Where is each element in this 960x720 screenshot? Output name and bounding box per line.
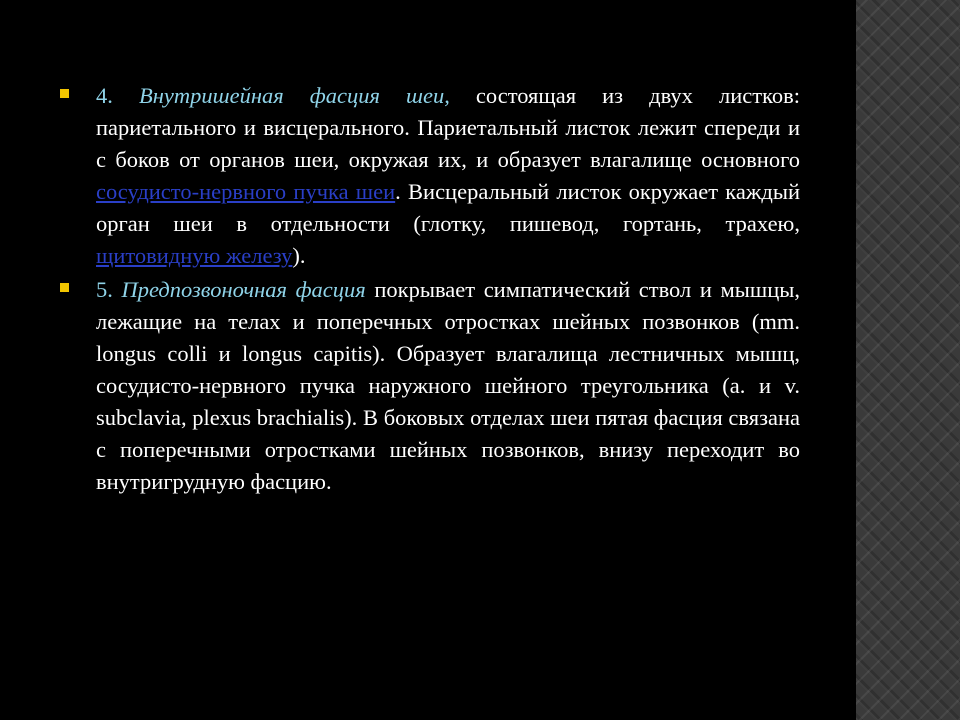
- fascia-term: Предпозвоночная фасция: [121, 277, 366, 302]
- item-number: 5.: [96, 277, 113, 302]
- slide-content: [60, 80, 800, 500]
- body-text: покрывает симпатический ствол и мышцы, лежащие на телах и поперечных отростках шейных позвонков (mm. longus colli и longus capitis). Образует влагалища лестничных мышц, сосудисто-нервного пучка наружного шейного треугольника (a. и v. subclavia, plexus brachialis). В боковых отделах шеи пятая фасция связана с поперечными отростками шейных позвонков, внизу переходит во внутригрудную фасцию.: [96, 277, 800, 494]
- decorative-pattern-panel: [856, 0, 960, 720]
- link-thyroid-gland[interactable]: щитовидную железу: [96, 243, 293, 268]
- item-number: 4.: [96, 83, 113, 108]
- bullet-item-5: [60, 274, 800, 498]
- body-text: состоящая из двух листков: париетального и висцерального. Париетальный листок лежит спереди и с боков от органов шеи, окружая их, и образует влагалище основного: [96, 83, 801, 172]
- bullet-text: [96, 274, 800, 498]
- bullet-text: [96, 80, 800, 272]
- bullet-square-icon: [60, 89, 69, 98]
- link-neurovascular-bundle[interactable]: сосудисто-нервного пучка шеи: [96, 179, 396, 204]
- bullet-item-4: [60, 80, 800, 272]
- body-text: ).: [292, 243, 306, 268]
- body-text: . Висцеральный листок окружает каждый орган шеи в отдельности (глотку, пишевод, гортань, трахею,: [96, 179, 800, 236]
- bullet-square-icon: [60, 283, 69, 292]
- fascia-term: Внутришейная фасция шеи,: [138, 83, 450, 108]
